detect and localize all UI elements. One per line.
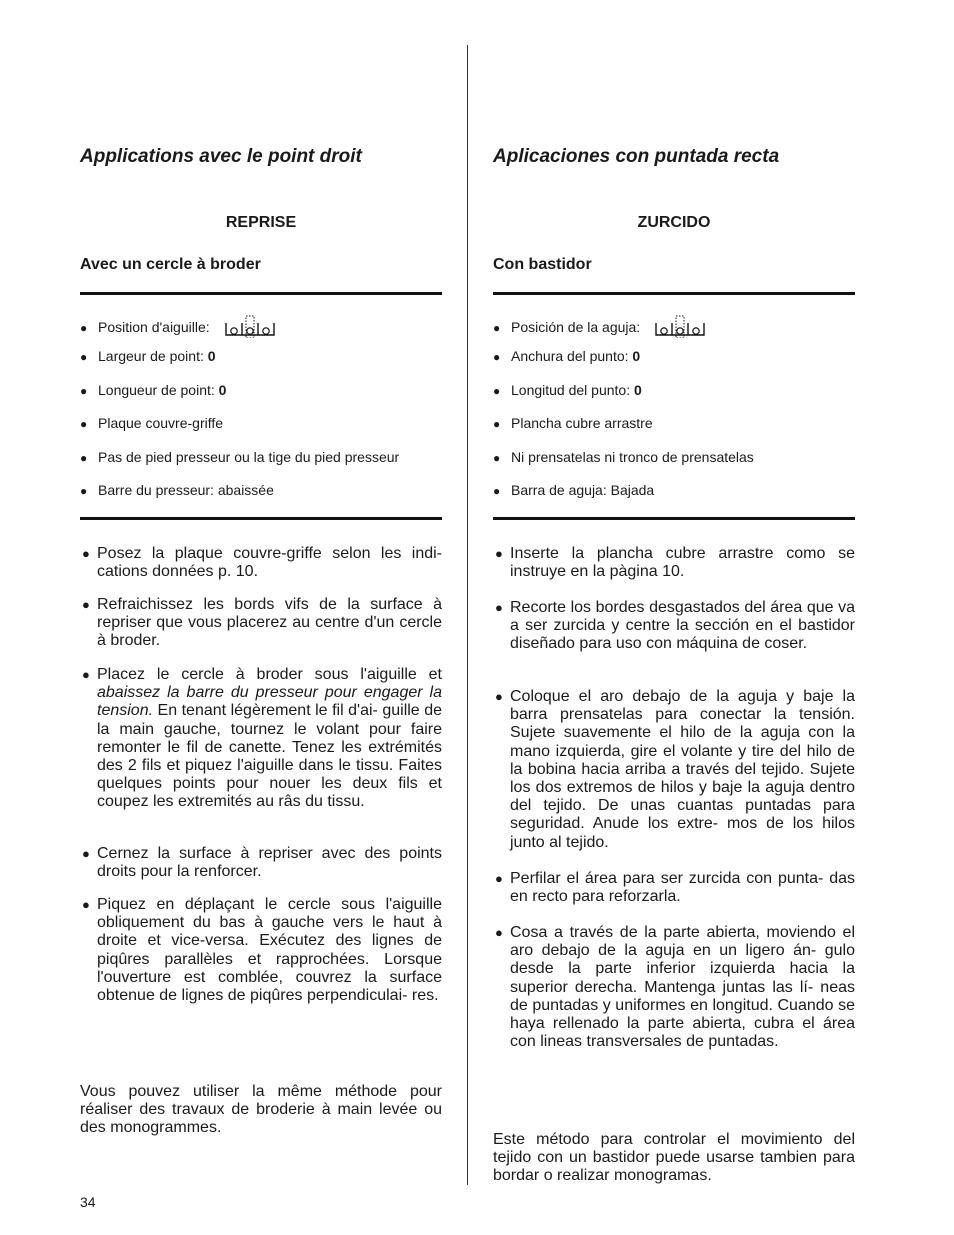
closing-paragraph-spanish: Este método para controlar el movimiento del tejido con un bastidor puede usarse tambien para bordar o realizar monogramas. [493,1131,855,1185]
bullet-icon: ● [80,417,88,431]
bullet-icon: ● [493,350,501,364]
settings-top-rule [493,292,855,295]
step-item: ● Cernez la surface à repriser avec des points droits pour la renforcer. [82,845,442,881]
setting-feed-cover: ● Plaque couvre-griffe [80,415,224,431]
bullet-icon: ● [493,417,501,431]
bullet-icon: ● [495,925,503,940]
bullet-icon: ● [493,451,501,465]
setting-stitch-length: ● Longueur de point: 0 [80,382,227,398]
setting-presser-bar: ● Barra de aguja: Bajada [493,482,655,498]
bullet-icon: ● [82,667,90,682]
step-item: ● Placez le cercle à broder sous l'aiguille et abaissez la barre du presseur pour engager la tension. En tenant légèrement le fil d'ai- guille de la main gauche, tournez le volant pour faire remonter le fil de canette. Tenez les extrémités des 2 fils et piquez l'aiguille dans le tissu. Faites quelques points pour nouer les deux fils et coupez les extremités au râs du tissu. [82,666,442,811]
bullet-icon: ● [495,871,503,886]
needle-position-icon [224,314,276,338]
bullet-icon: ● [493,321,501,335]
settings-bottom-rule [493,517,855,520]
bullet-icon: ● [82,846,90,861]
section-heading-french: REPRISE [225,214,297,231]
setting-needle-position: ● Position d'aiguille: [80,314,276,338]
page-title-spanish: Aplicaciones con puntada recta [493,146,780,167]
setting-stitch-width: ● Anchura del punto: 0 [493,348,641,364]
setting-stitch-length: ● Longitud del punto: 0 [493,382,642,398]
subsection-heading-spanish: Con bastidor [493,256,592,273]
setting-needle-position: ● Posición de la aguja: [493,314,706,338]
closing-paragraph-french: Vous pouvez utiliser la même méthode pour réaliser des travaux de broderie à main levée ou des monogrammes. [80,1083,442,1137]
settings-bottom-rule [80,517,442,520]
section-heading-spanish: ZURCIDO [637,214,711,231]
step-item: ● Refraichissez les bords vifs de la surface à repriser que vous placerez au centre d'un cercle à broder. [82,596,442,650]
page-number: 34 [80,1194,96,1210]
setting-presser-bar: ● Barre du presseur: abaissée [80,482,274,498]
needle-position-icon [654,314,706,338]
bullet-icon: ● [495,689,503,704]
bullet-icon: ● [80,384,88,398]
bullet-icon: ● [493,384,501,398]
step-item: ● Cosa a través de la parte abierta, moviendo el aro debajo de la aguja en un ligero án- gulo desde la parte inferior izquierda hacia la superior derecha. Mantenga juntas las lí- neas de puntadas y uniformes en longitud. Cuando se haya rellenado la parte abierta, cubra el área con lineas transversales de puntadas. [495,924,855,1051]
bullet-icon: ● [82,897,90,912]
bullet-icon: ● [495,600,503,615]
bullet-icon: ● [493,484,501,498]
page-title-french: Applications avec le point droit [80,146,362,167]
bullet-icon: ● [80,350,88,364]
bullet-icon: ● [82,546,90,561]
step-item: ● Posez la plaque couvre-griffe selon les indi- cations données p. 10. [82,545,442,581]
setting-presser-foot: ● Ni prensatelas ni tronco de prensatelas [493,449,754,465]
column-divider [467,45,468,1185]
bullet-icon: ● [80,321,88,335]
setting-feed-cover: ● Plancha cubre arrastre [493,415,653,431]
step-item: ● Piquez en déplaçant le cercle sous l'aiguille obliquement du bas à gauche vers le haut à droite et vice-versa. Exécutez des lignes de piqûres parallèles et rapprochées. Lorsque l'ouverture est comblée, couvrez la surface obtenue de lignes de piqûres perpendiculai- res. [82,896,442,1005]
step-item: ● Recorte los bordes desgastados del área que va a ser zurcida y centre la sección en el bastidor diseñado para uso con máquina de coser. [495,599,855,653]
settings-top-rule [80,292,442,295]
step-item: ● Inserte la plancha cubre arrastre como se instruye en la pàgina 10. [495,545,855,581]
bullet-icon: ● [80,451,88,465]
subsection-heading-french: Avec un cercle à broder [80,256,261,273]
bullet-icon: ● [495,546,503,561]
step-item: ● Perfilar el área para ser zurcida con punta- das en recto para reforzarla. [495,870,855,906]
setting-stitch-width: ● Largeur de point: 0 [80,348,216,364]
bullet-icon: ● [80,484,88,498]
step-item: ● Coloque el aro debajo de la aguja y baje la barra prensatelas para conectar la tensión. Sujete suavemente el hilo de la aguja con la mano izquierda, gire el volante y tire del hilo de la bobina hacia arriba a través del tejido. Sujete los dos extremos de hilos y baje la aguja dentro del tejido. De unas cuantas puntadas para seguridad. Anude los extre- mos de los hilos junto al tejido. [495,688,855,851]
setting-presser-foot: ● Pas de pied presseur ou la tige du pied presseur [80,449,400,465]
bullet-icon: ● [82,597,90,612]
